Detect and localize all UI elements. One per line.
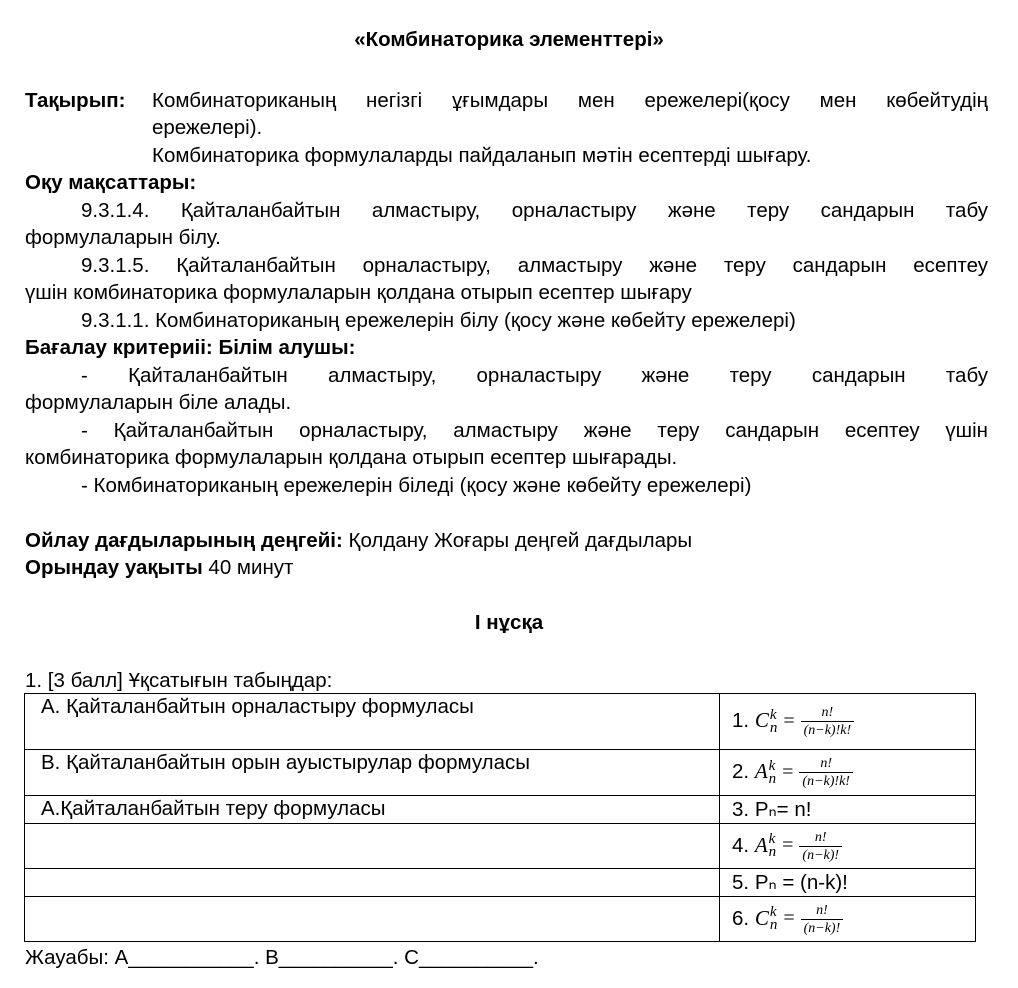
table-row: [25, 796, 976, 824]
formula-symbol: C: [754, 905, 769, 930]
formula-fraction: [801, 902, 844, 937]
denominator: (n−k)!k!: [801, 721, 855, 739]
duration-value: 40 минут: [208, 556, 294, 579]
formula-sub: n: [769, 719, 778, 736]
topic-text-3: Комбинаторика формулаларды пайдаланып мәтін есептерді шығару.: [152, 144, 812, 167]
formula-symbol: A: [754, 758, 768, 783]
formula-symbol: A: [754, 832, 768, 857]
formula-cell: 2. A k n = $\frac{n!}{(n-k)!k!}$: [720, 750, 976, 796]
formula-number: 6.: [732, 906, 750, 930]
thinking-value: Қолдану Жоғары деңгей дағдылары: [348, 529, 693, 552]
formula-sub: n: [768, 844, 777, 860]
formula-text: Pₙ = (n-k)!: [754, 870, 848, 894]
definition-cell: [25, 897, 720, 942]
objective-2a: 9.3.1.5. Қайталанбайтын орналастыру, алмастыру және теру сандарын есептеу: [81, 254, 988, 277]
numerator: n!: [821, 705, 834, 720]
formula-sup: k: [769, 706, 777, 723]
table-row: [25, 897, 976, 942]
objective-3: 9.3.1.1. Комбинаториканың ережелерін білу (қосу және көбейту ережелері): [81, 309, 796, 332]
criteria-label: Бағалау критериіі: Білім алушы:: [25, 336, 356, 359]
criterion-1a: - Қайталанбайтын алмастыру, орналастыру және теру сандарын табу: [81, 364, 988, 387]
topic-text-1: Комбинаториканың негізгі ұғымдары мен ережелері(қосу мен көбейтудің: [152, 89, 988, 112]
topic-text-2: ережелері).: [152, 116, 263, 139]
objective-1a: 9.3.1.4. Қайталанбайтын алмастыру, орналастыру және теру сандарын табу: [81, 199, 988, 222]
formula-number: 1.: [732, 708, 750, 732]
formula-number: 5.: [732, 870, 750, 894]
document-title: «Комбинаторика элементтері»: [354, 28, 664, 51]
denominator: (n−k)!: [799, 846, 842, 864]
numerator: n!: [814, 829, 827, 845]
table-row: [25, 869, 976, 897]
table-row: [25, 694, 976, 750]
question-text: 1. [3 балл] Ұқсатығын табыңдар:: [25, 669, 333, 692]
definition-cell: [25, 824, 720, 869]
answer-line: Жауабы: А___________. В__________. С__________.: [25, 946, 539, 969]
thinking-label: Ойлау дағдыларының деңгейі:: [25, 529, 343, 552]
variant-heading: I нұсқа: [474, 611, 544, 634]
formula-fraction: [799, 755, 853, 790]
criterion-3: - Комбинаториканың ережелерін біледі (қосу және көбейту ережелері): [81, 474, 752, 497]
formula-text: Pₙ= n!: [754, 797, 812, 821]
formula-number: 2.: [732, 759, 750, 783]
objectives-label: Оқу мақсаттары:: [25, 171, 197, 194]
definition-cell: А.Қайталанбайтын теру формуласы: [25, 796, 720, 824]
matching-table: [24, 693, 976, 942]
formula-number: 4.: [732, 833, 750, 857]
formula-symbol: C: [754, 707, 769, 732]
criterion-2b: комбинаторика формулаларын қолдана отырып есептер шығарады.: [25, 446, 678, 469]
formula-cell: [720, 796, 976, 824]
formula-fraction: [801, 704, 855, 739]
table-row: [25, 824, 976, 869]
definition-cell: А. Қайталанбайтын орналастыру формуласы: [25, 694, 720, 750]
objective-1b: формулаларын білу.: [25, 226, 221, 249]
formula-sup: k: [768, 831, 776, 847]
formula-cell: 6. C k n = $\frac{n!}{(n-k)!}$: [720, 897, 976, 942]
table-row: [25, 750, 976, 796]
formula-cell: 4. A k n = $\frac{n!}{(n-k)!}$: [720, 824, 976, 869]
objective-2b: үшін комбинаторика формулаларын қолдана отырып есептер шығару: [25, 281, 692, 304]
formula-fraction: [799, 829, 842, 864]
numerator: n!: [816, 902, 828, 918]
formula-sup: k: [768, 757, 776, 774]
duration: [25, 554, 988, 582]
definition-cell: [25, 869, 720, 897]
criterion-1b: формулаларын біле алады.: [25, 391, 292, 414]
denominator: (n−k)!k!: [799, 772, 853, 790]
duration-label: Орындау уақыты: [25, 556, 203, 579]
topic-line-1: [25, 87, 988, 115]
denominator: (n−k)!: [801, 919, 844, 937]
formula-cell: 1. C k n = $\frac{n!}{(n-k)!k!}$: [720, 694, 976, 750]
formula-sub: n: [769, 917, 778, 933]
formula-sup: k: [769, 904, 777, 920]
formula-number: 3.: [732, 797, 750, 821]
formula-sub: n: [768, 770, 777, 787]
criterion-2a: - Қайталанбайтын орналастыру, алмастыру және теру сандарын есептеу үшін: [81, 419, 988, 442]
topic-label: Тақырып:: [25, 89, 126, 112]
thinking-level: [25, 527, 988, 555]
numerator: n!: [820, 756, 833, 771]
formula-cell: [720, 869, 976, 897]
definition-cell: В. Қайталанбайтын орын ауыстырулар формуласы: [25, 750, 720, 796]
